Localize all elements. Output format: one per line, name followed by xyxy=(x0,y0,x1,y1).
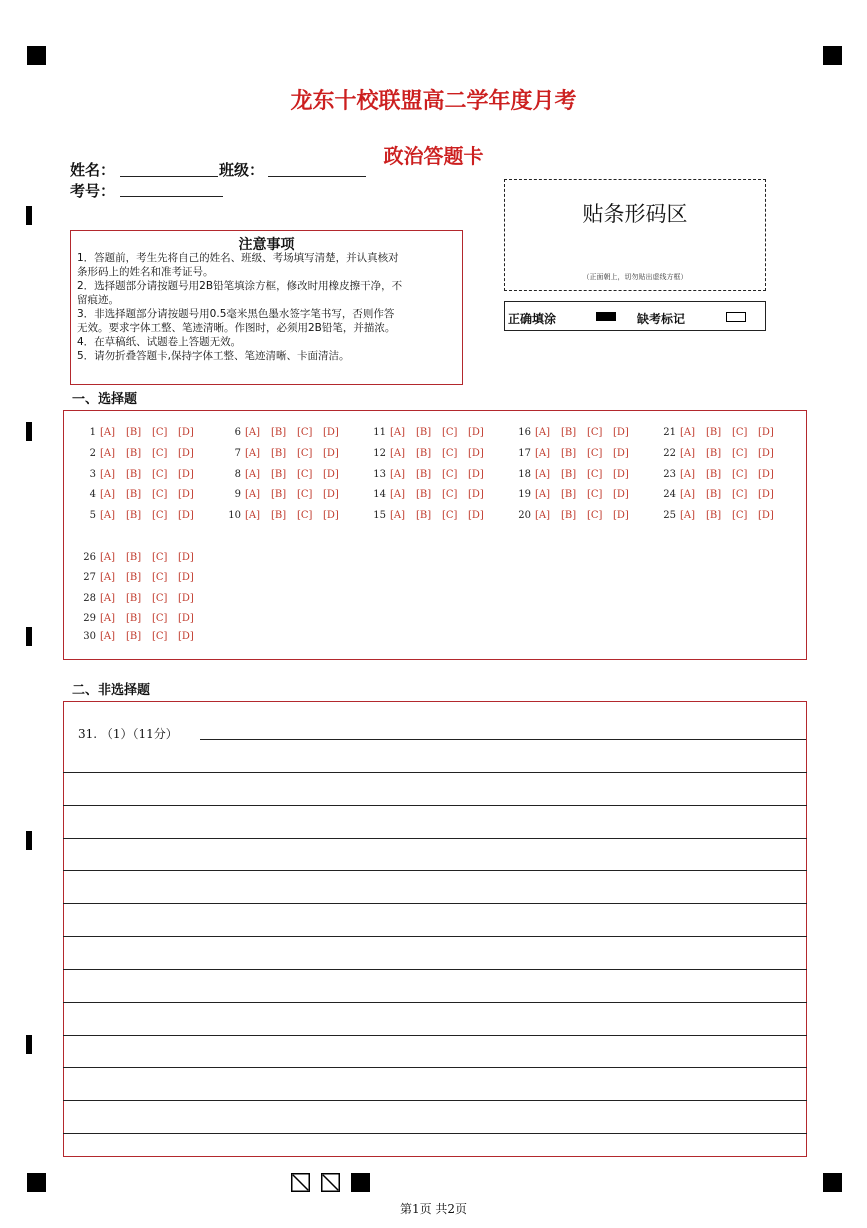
choice-option-b[interactable]: [B] xyxy=(126,427,142,438)
choice-option-b[interactable]: [B] xyxy=(561,448,577,459)
choice-option-c[interactable]: [C] xyxy=(587,427,603,438)
absent-mark-box[interactable] xyxy=(726,312,746,322)
question-number: 5 xyxy=(89,510,96,521)
choice-question xyxy=(78,487,204,503)
choice-option-d[interactable]: [D] xyxy=(178,572,194,583)
choice-question xyxy=(658,487,784,503)
question-number: 27 xyxy=(83,572,96,583)
choice-option-a[interactable]: [A] xyxy=(245,489,261,500)
choice-option-c[interactable]: [C] xyxy=(442,448,458,459)
answer-line[interactable] xyxy=(63,903,807,904)
choice-option-b[interactable]: [B] xyxy=(706,448,722,459)
choice-option-d[interactable]: [D] xyxy=(613,510,629,521)
choice-option-c[interactable]: [C] xyxy=(152,510,168,521)
choice-question xyxy=(368,508,494,524)
question-number: 22 xyxy=(663,448,676,459)
choice-option-b[interactable]: [B] xyxy=(561,510,577,521)
choice-option-a[interactable]: [A] xyxy=(535,469,551,480)
choice-option-a[interactable]: [A] xyxy=(680,448,696,459)
answer-line[interactable] xyxy=(63,1035,807,1036)
choice-option-c[interactable]: [C] xyxy=(442,489,458,500)
question-number: 6 xyxy=(234,427,241,438)
choice-option-a[interactable]: [A] xyxy=(100,613,116,624)
question-number: 23 xyxy=(663,469,676,480)
choice-option-b[interactable]: [B] xyxy=(706,510,722,521)
choice-option-b[interactable]: [B] xyxy=(416,448,432,459)
choice-question xyxy=(513,446,639,462)
slash-box-icon xyxy=(291,1173,310,1192)
question-number: 7 xyxy=(234,448,241,459)
choice-option-a[interactable]: [A] xyxy=(390,489,406,500)
answer-line[interactable] xyxy=(63,969,807,970)
notice-line: 1．答题前，考生先将自己的姓名、班级、考场填写清楚，并认真核对 xyxy=(77,252,399,264)
choice-option-b[interactable]: [B] xyxy=(126,572,142,583)
choice-question xyxy=(223,467,349,483)
choice-option-c[interactable]: [C] xyxy=(442,510,458,521)
question-number: 1 xyxy=(89,427,96,438)
choice-option-c[interactable]: [C] xyxy=(152,593,168,604)
choice-question xyxy=(223,425,349,441)
notice-title: 注意事项 xyxy=(238,237,295,253)
choice-question xyxy=(78,550,204,566)
question-number: 21 xyxy=(663,427,676,438)
corner-mark-top-right xyxy=(823,46,842,65)
correct-fill-sample xyxy=(596,312,616,321)
choice-option-a[interactable]: [A] xyxy=(390,510,406,521)
choice-option-b[interactable]: [B] xyxy=(271,489,287,500)
question-number: 24 xyxy=(663,489,676,500)
choice-option-d[interactable]: [D] xyxy=(468,510,484,521)
choice-question xyxy=(513,487,639,503)
choice-question xyxy=(658,446,784,462)
notice-line: 3．非选择题部分请按题号用0.5毫米黑色墨水签字笔书写，否则作答 xyxy=(77,308,395,320)
corner-mark-bottom-right xyxy=(823,1173,842,1192)
name-field[interactable] xyxy=(120,176,218,177)
choice-option-b[interactable]: [B] xyxy=(706,427,722,438)
choice-option-c[interactable]: [C] xyxy=(152,448,168,459)
choice-option-a[interactable]: [A] xyxy=(390,448,406,459)
question-number: 2 xyxy=(89,448,96,459)
question-number: 3 xyxy=(89,469,96,480)
choice-option-b[interactable]: [B] xyxy=(126,613,142,624)
choice-option-b[interactable]: [B] xyxy=(271,448,287,459)
question-number: 10 xyxy=(228,510,241,521)
choice-option-d[interactable]: [D] xyxy=(178,469,194,480)
notice-line: 留痕迹。 xyxy=(77,294,119,306)
question-number: 18 xyxy=(518,469,531,480)
corner-mark-bottom-left xyxy=(27,1173,46,1192)
choice-option-b[interactable]: [B] xyxy=(416,427,432,438)
choice-option-a[interactable]: [A] xyxy=(535,489,551,500)
timing-mark xyxy=(26,206,32,225)
choice-option-c[interactable]: [C] xyxy=(297,489,313,500)
notice-box xyxy=(70,230,463,385)
choice-option-d[interactable]: [D] xyxy=(178,613,194,624)
choice-question xyxy=(513,467,639,483)
choice-option-d[interactable]: [D] xyxy=(468,489,484,500)
choice-option-d[interactable]: [D] xyxy=(613,448,629,459)
corner-mark-top-left xyxy=(27,46,46,65)
choice-question xyxy=(78,611,204,627)
exam-number-label: 考号： xyxy=(70,182,116,200)
choice-question xyxy=(78,629,204,645)
solid-box-icon xyxy=(351,1173,370,1192)
question-number: 4 xyxy=(89,489,96,500)
question-number: 16 xyxy=(518,427,531,438)
choice-question xyxy=(223,487,349,503)
choice-option-a[interactable]: [A] xyxy=(245,469,261,480)
choice-option-a[interactable]: [A] xyxy=(100,552,116,563)
choice-question xyxy=(78,591,204,607)
choice-option-c[interactable]: [C] xyxy=(732,448,748,459)
choice-question xyxy=(658,467,784,483)
choice-option-c[interactable]: [C] xyxy=(587,448,603,459)
choice-option-c[interactable]: [C] xyxy=(297,448,313,459)
question-number: 20 xyxy=(518,510,531,521)
choice-option-d[interactable]: [D] xyxy=(323,448,339,459)
choice-question xyxy=(78,467,204,483)
choice-option-b[interactable]: [B] xyxy=(126,469,142,480)
choice-option-d[interactable]: [D] xyxy=(178,631,194,642)
choice-option-a[interactable]: [A] xyxy=(100,427,116,438)
choice-option-a[interactable]: [A] xyxy=(245,510,261,521)
choice-option-d[interactable]: [D] xyxy=(758,469,774,480)
choice-option-d[interactable]: [D] xyxy=(758,510,774,521)
exam-number-field[interactable] xyxy=(120,196,223,197)
choice-option-c[interactable]: [C] xyxy=(732,510,748,521)
question-number: 13 xyxy=(373,469,386,480)
choice-option-a[interactable]: [A] xyxy=(100,469,116,480)
choice-option-c[interactable]: [C] xyxy=(442,427,458,438)
choice-option-b[interactable]: [B] xyxy=(706,469,722,480)
choice-option-c[interactable]: [C] xyxy=(152,427,168,438)
answer-line[interactable] xyxy=(200,739,806,740)
choice-option-a[interactable]: [A] xyxy=(390,427,406,438)
barcode-area xyxy=(504,179,766,291)
choice-option-d[interactable]: [D] xyxy=(178,448,194,459)
barcode-title: 贴条形码区 xyxy=(582,202,688,226)
timing-mark xyxy=(26,831,32,850)
timing-mark xyxy=(26,1035,32,1054)
choice-option-d[interactable]: [D] xyxy=(758,448,774,459)
notice-line: 2．选择题部分请按题号用2B铅笔填涂方框，修改时用橡皮擦干净，不 xyxy=(77,280,403,292)
question-number: 17 xyxy=(518,448,531,459)
choice-question xyxy=(658,425,784,441)
choice-option-d[interactable]: [D] xyxy=(468,427,484,438)
choice-question xyxy=(658,508,784,524)
choice-option-c[interactable]: [C] xyxy=(587,469,603,480)
choice-option-c[interactable]: [C] xyxy=(152,469,168,480)
correct-fill-label: 正确填涂 xyxy=(508,312,557,326)
choice-option-b[interactable]: [B] xyxy=(416,510,432,521)
choice-option-b[interactable]: [B] xyxy=(126,631,142,642)
choice-option-b[interactable]: [B] xyxy=(416,469,432,480)
exam-title: 龙东十校联盟高二学年度月考 xyxy=(290,88,577,114)
choice-option-a[interactable]: [A] xyxy=(390,469,406,480)
choice-question xyxy=(223,446,349,462)
notice-line: 5．请勿折叠答题卡,保持字体工整、笔迹清晰、卡面清洁。 xyxy=(77,350,350,362)
answer-line[interactable] xyxy=(63,838,807,839)
question-number: 14 xyxy=(373,489,386,500)
choice-option-a[interactable]: [A] xyxy=(100,448,116,459)
question-number: 28 xyxy=(83,593,96,604)
choice-section xyxy=(63,410,807,660)
answer-line[interactable] xyxy=(63,936,807,937)
choice-option-c[interactable]: [C] xyxy=(732,489,748,500)
choice-question xyxy=(368,425,494,441)
choice-option-d[interactable]: [D] xyxy=(613,489,629,500)
page-number: 第1页 共2页 xyxy=(399,1202,468,1216)
answer-line[interactable] xyxy=(63,1100,807,1101)
question-31-prompt: 31. （1）（11分） xyxy=(78,727,178,741)
choice-question xyxy=(368,446,494,462)
choice-question xyxy=(368,487,494,503)
choice-option-a[interactable]: [A] xyxy=(100,572,116,583)
choice-option-c[interactable]: [C] xyxy=(732,469,748,480)
choice-option-b[interactable]: [B] xyxy=(561,427,577,438)
choice-option-a[interactable]: [A] xyxy=(680,469,696,480)
question-number: 12 xyxy=(373,448,386,459)
choice-option-a[interactable]: [A] xyxy=(535,427,551,438)
notice-line: 无效。要求字体工整、笔迹清晰。作图时，必须用2B铅笔，并描浓。 xyxy=(77,322,396,334)
choice-question xyxy=(513,508,639,524)
written-section xyxy=(63,701,807,1157)
choice-option-d[interactable]: [D] xyxy=(613,469,629,480)
question-number: 29 xyxy=(83,613,96,624)
choice-option-a[interactable]: [A] xyxy=(100,489,116,500)
timing-mark xyxy=(26,422,32,441)
choice-option-c[interactable]: [C] xyxy=(152,572,168,583)
notice-line: 4．在草稿纸、试题卷上答题无效。 xyxy=(77,336,242,348)
section-written-label: 二、非选择题 xyxy=(72,683,151,698)
choice-option-d[interactable]: [D] xyxy=(613,427,629,438)
choice-option-d[interactable]: [D] xyxy=(323,510,339,521)
choice-option-d[interactable]: [D] xyxy=(323,489,339,500)
choice-option-a[interactable]: [A] xyxy=(100,593,116,604)
choice-option-c[interactable]: [C] xyxy=(152,631,168,642)
choice-option-a[interactable]: [A] xyxy=(680,427,696,438)
choice-option-c[interactable]: [C] xyxy=(297,469,313,480)
choice-question xyxy=(223,508,349,524)
choice-option-c[interactable]: [C] xyxy=(732,427,748,438)
choice-option-b[interactable]: [B] xyxy=(271,427,287,438)
choice-option-b[interactable]: [B] xyxy=(561,469,577,480)
choice-option-d[interactable]: [D] xyxy=(178,427,194,438)
choice-option-c[interactable]: [C] xyxy=(587,510,603,521)
card-subtitle: 政治答题卡 xyxy=(383,144,484,168)
question-number: 9 xyxy=(234,489,241,500)
question-number: 15 xyxy=(373,510,386,521)
question-number: 19 xyxy=(518,489,531,500)
answer-line[interactable] xyxy=(63,805,807,806)
choice-option-c[interactable]: [C] xyxy=(152,489,168,500)
name-label: 姓名： xyxy=(70,161,116,179)
choice-option-a[interactable]: [A] xyxy=(535,448,551,459)
choice-option-d[interactable]: [D] xyxy=(178,552,194,563)
choice-option-b[interactable]: [B] xyxy=(126,593,142,604)
class-label: 班级： xyxy=(219,161,265,179)
section-choice-label: 一、选择题 xyxy=(72,392,138,407)
choice-question xyxy=(513,425,639,441)
choice-option-b[interactable]: [B] xyxy=(271,510,287,521)
choice-option-b[interactable]: [B] xyxy=(126,552,142,563)
answer-line[interactable] xyxy=(63,1002,807,1003)
choice-option-d[interactable]: [D] xyxy=(178,510,194,521)
fill-legend xyxy=(504,301,766,331)
choice-option-a[interactable]: [A] xyxy=(680,489,696,500)
choice-option-d[interactable]: [D] xyxy=(468,448,484,459)
choice-option-b[interactable]: [B] xyxy=(561,489,577,500)
slash-box-icon xyxy=(321,1173,340,1192)
choice-option-c[interactable]: [C] xyxy=(297,510,313,521)
choice-option-a[interactable]: [A] xyxy=(100,510,116,521)
choice-question xyxy=(78,425,204,441)
choice-option-d[interactable]: [D] xyxy=(468,469,484,480)
notice-line: 条形码上的姓名和准考证号。 xyxy=(77,266,214,278)
question-number: 8 xyxy=(234,469,241,480)
choice-option-a[interactable]: [A] xyxy=(680,510,696,521)
choice-option-a[interactable]: [A] xyxy=(100,631,116,642)
barcode-note: （正面朝上，切勿贴出虚线方框） xyxy=(582,273,688,281)
choice-option-d[interactable]: [D] xyxy=(178,593,194,604)
question-number: 11 xyxy=(373,427,386,438)
choice-question xyxy=(78,570,204,586)
choice-question xyxy=(78,508,204,524)
choice-option-d[interactable]: [D] xyxy=(758,427,774,438)
choice-option-b[interactable]: [B] xyxy=(126,510,142,521)
choice-option-a[interactable]: [A] xyxy=(245,427,261,438)
choice-option-d[interactable]: [D] xyxy=(758,489,774,500)
answer-line[interactable] xyxy=(63,772,807,773)
choice-option-c[interactable]: [C] xyxy=(442,469,458,480)
answer-line[interactable] xyxy=(63,870,807,871)
choice-question xyxy=(78,446,204,462)
absent-mark-label: 缺考标记 xyxy=(637,312,686,326)
choice-option-d[interactable]: [D] xyxy=(323,469,339,480)
choice-option-c[interactable]: [C] xyxy=(152,552,168,563)
choice-option-c[interactable]: [C] xyxy=(152,613,168,624)
choice-option-b[interactable]: [B] xyxy=(706,489,722,500)
choice-option-b[interactable]: [B] xyxy=(416,489,432,500)
choice-question xyxy=(368,467,494,483)
choice-option-c[interactable]: [C] xyxy=(297,427,313,438)
choice-option-a[interactable]: [A] xyxy=(245,448,261,459)
question-number: 25 xyxy=(663,510,676,521)
choice-option-b[interactable]: [B] xyxy=(126,489,142,500)
choice-option-c[interactable]: [C] xyxy=(587,489,603,500)
question-number: 26 xyxy=(83,552,96,563)
answer-line[interactable] xyxy=(63,1133,807,1134)
choice-option-b[interactable]: [B] xyxy=(271,469,287,480)
choice-option-d[interactable]: [D] xyxy=(323,427,339,438)
class-field[interactable] xyxy=(268,176,366,177)
answer-line[interactable] xyxy=(63,1067,807,1068)
choice-option-d[interactable]: [D] xyxy=(178,489,194,500)
choice-option-b[interactable]: [B] xyxy=(126,448,142,459)
question-number: 30 xyxy=(83,631,96,642)
timing-mark xyxy=(26,627,32,646)
choice-option-a[interactable]: [A] xyxy=(535,510,551,521)
